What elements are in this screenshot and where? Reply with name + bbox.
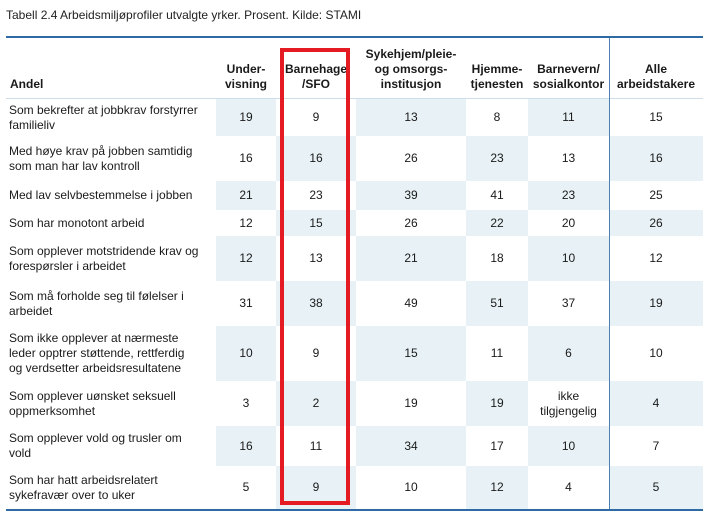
header-separator — [6, 98, 703, 99]
cell-sykehjem: 39 — [404, 188, 418, 202]
cell-alle-arbeidstakere: 12 — [649, 251, 663, 265]
row-label: Som opplever uønsket seksuell oppmerksomhet — [9, 388, 176, 418]
row-label: Som må forholde seg til følelser i arbeidet — [9, 288, 184, 318]
cell-barnevern: 13 — [561, 151, 576, 165]
barnehage-column-highlight — [280, 48, 350, 505]
cell-sykehjem: 26 — [404, 215, 418, 230]
cell-barnehage-sfo: 16 — [309, 151, 323, 165]
cell-alle-arbeidstakere: 4 — [652, 396, 660, 410]
cell-sykehjem: 15 — [404, 346, 418, 360]
table-bottom-rule — [6, 509, 703, 511]
cell-hjemmetjenesten: 51 — [490, 296, 504, 310]
cell-alle-arbeidstakere: 10 — [649, 346, 663, 360]
cell-undervisning: 10 — [239, 346, 253, 360]
cell-undervisning: 12 — [239, 251, 253, 265]
cell-sykehjem: 19 — [404, 396, 418, 410]
header-hjemmetjenesten: Hjemme- tjenesten — [470, 62, 524, 91]
cell-undervisning: 16 — [239, 438, 253, 453]
cell-barnevern: 11 — [562, 110, 575, 124]
cell-alle-arbeidstakere: 15 — [649, 110, 663, 124]
cell-barnehage-sfo: 38 — [309, 296, 323, 310]
cell-hjemmetjenesten: 22 — [490, 215, 504, 230]
row-label: Som har monotont arbeid — [9, 215, 145, 230]
cell-undervisning: 3 — [242, 396, 250, 410]
cell-undervisning: 5 — [242, 480, 250, 494]
cell-barnevern: 4 — [565, 480, 572, 494]
cell-undervisning: 19 — [239, 110, 253, 124]
row-label: Med høye krav på jobben samtidig som man har lav kontroll — [9, 143, 193, 173]
row-label: Som ikke opplever at nærmeste leder opptrer støttende, rettferdig og verdsetter arbeidsresultatene — [9, 331, 185, 375]
cell-alle-arbeidstakere: 26 — [649, 215, 663, 230]
cell-barnehage-sfo: 15 — [309, 215, 323, 230]
cell-hjemmetjenesten: 18 — [490, 251, 504, 265]
cell-undervisning: 12 — [239, 215, 253, 230]
column-divider — [609, 38, 610, 509]
cell-sykehjem: 49 — [404, 296, 418, 310]
cell-barnehage-sfo: 9 — [312, 110, 320, 124]
cell-sykehjem: 34 — [404, 438, 418, 453]
cell-hjemmetjenesten: 19 — [490, 396, 504, 410]
row-label: Som opplever vold og trusler om vold — [9, 431, 182, 460]
cell-barnehage-sfo: 13 — [309, 251, 323, 265]
cell-alle-arbeidstakere: 25 — [649, 188, 663, 202]
header-barnehage-sfo: Barnehage /SFO — [284, 62, 348, 91]
cell-alle-arbeidstakere: 5 — [652, 480, 660, 494]
cell-alle-arbeidstakere: 16 — [649, 151, 663, 165]
cell-hjemmetjenesten: 17 — [490, 438, 504, 453]
cell-sykehjem: 21 — [404, 251, 418, 265]
cell-barnehage-sfo: 9 — [312, 346, 320, 360]
row-label: Som har hatt arbeidsrelatert sykefravær over to uker — [9, 472, 158, 502]
cell-barnevern: 20 — [561, 215, 576, 230]
cell-barnevern: 10 — [561, 438, 576, 453]
cell-hjemmetjenesten: 23 — [490, 151, 504, 165]
header-andel: Andel — [10, 77, 44, 91]
row-label: Som opplever motstridende krav og forespørsler i arbeidet — [9, 243, 199, 273]
cell-barnehage-sfo: 9 — [312, 480, 320, 494]
cell-sykehjem: 13 — [404, 110, 418, 124]
header-sykehjem: Sykehjem/pleie- og omsorgs- institusjon — [365, 47, 457, 91]
cell-barnevern: 23 — [561, 188, 576, 202]
cell-sykehjem: 10 — [404, 480, 418, 494]
cell-sykehjem: 26 — [404, 151, 418, 165]
row-label: Som bekrefter at jobbkrav forstyrrer familieliv — [9, 102, 198, 132]
cell-undervisning: 16 — [239, 151, 253, 165]
cell-alle-arbeidstakere: 7 — [652, 438, 660, 453]
header-barnevern: Barnevern/ sosialkontor — [532, 62, 605, 91]
cell-hjemmetjenesten: 8 — [493, 110, 501, 124]
cell-barnevern: 6 — [565, 346, 572, 360]
cell-barnevern: ikke tilgjengelig — [540, 388, 597, 418]
cell-alle-arbeidstakere: 19 — [649, 296, 663, 310]
cell-barnevern: 37 — [561, 296, 576, 310]
cell-barnevern: 10 — [561, 251, 576, 265]
row-label: Med lav selvbestemmelse i jobben — [9, 188, 193, 202]
cell-barnehage-sfo: 11 — [309, 438, 323, 453]
cell-barnehage-sfo: 2 — [312, 396, 320, 410]
cell-undervisning: 31 — [239, 296, 253, 310]
cell-undervisning: 21 — [239, 188, 253, 202]
cell-hjemmetjenesten: 12 — [490, 480, 504, 494]
table-top-rule — [6, 36, 703, 38]
cell-hjemmetjenesten: 11 — [490, 346, 504, 360]
header-undervisning: Under- visning — [224, 62, 267, 91]
cell-barnehage-sfo: 23 — [309, 188, 323, 202]
cell-hjemmetjenesten: 41 — [490, 188, 504, 202]
header-alle-arbeidstakere: Alle arbeidstakere — [616, 62, 696, 91]
table-caption: Tabell 2.4 Arbeidsmiljøprofiler utvalgte yrker. Prosent. Kilde: STAMI — [6, 8, 362, 22]
